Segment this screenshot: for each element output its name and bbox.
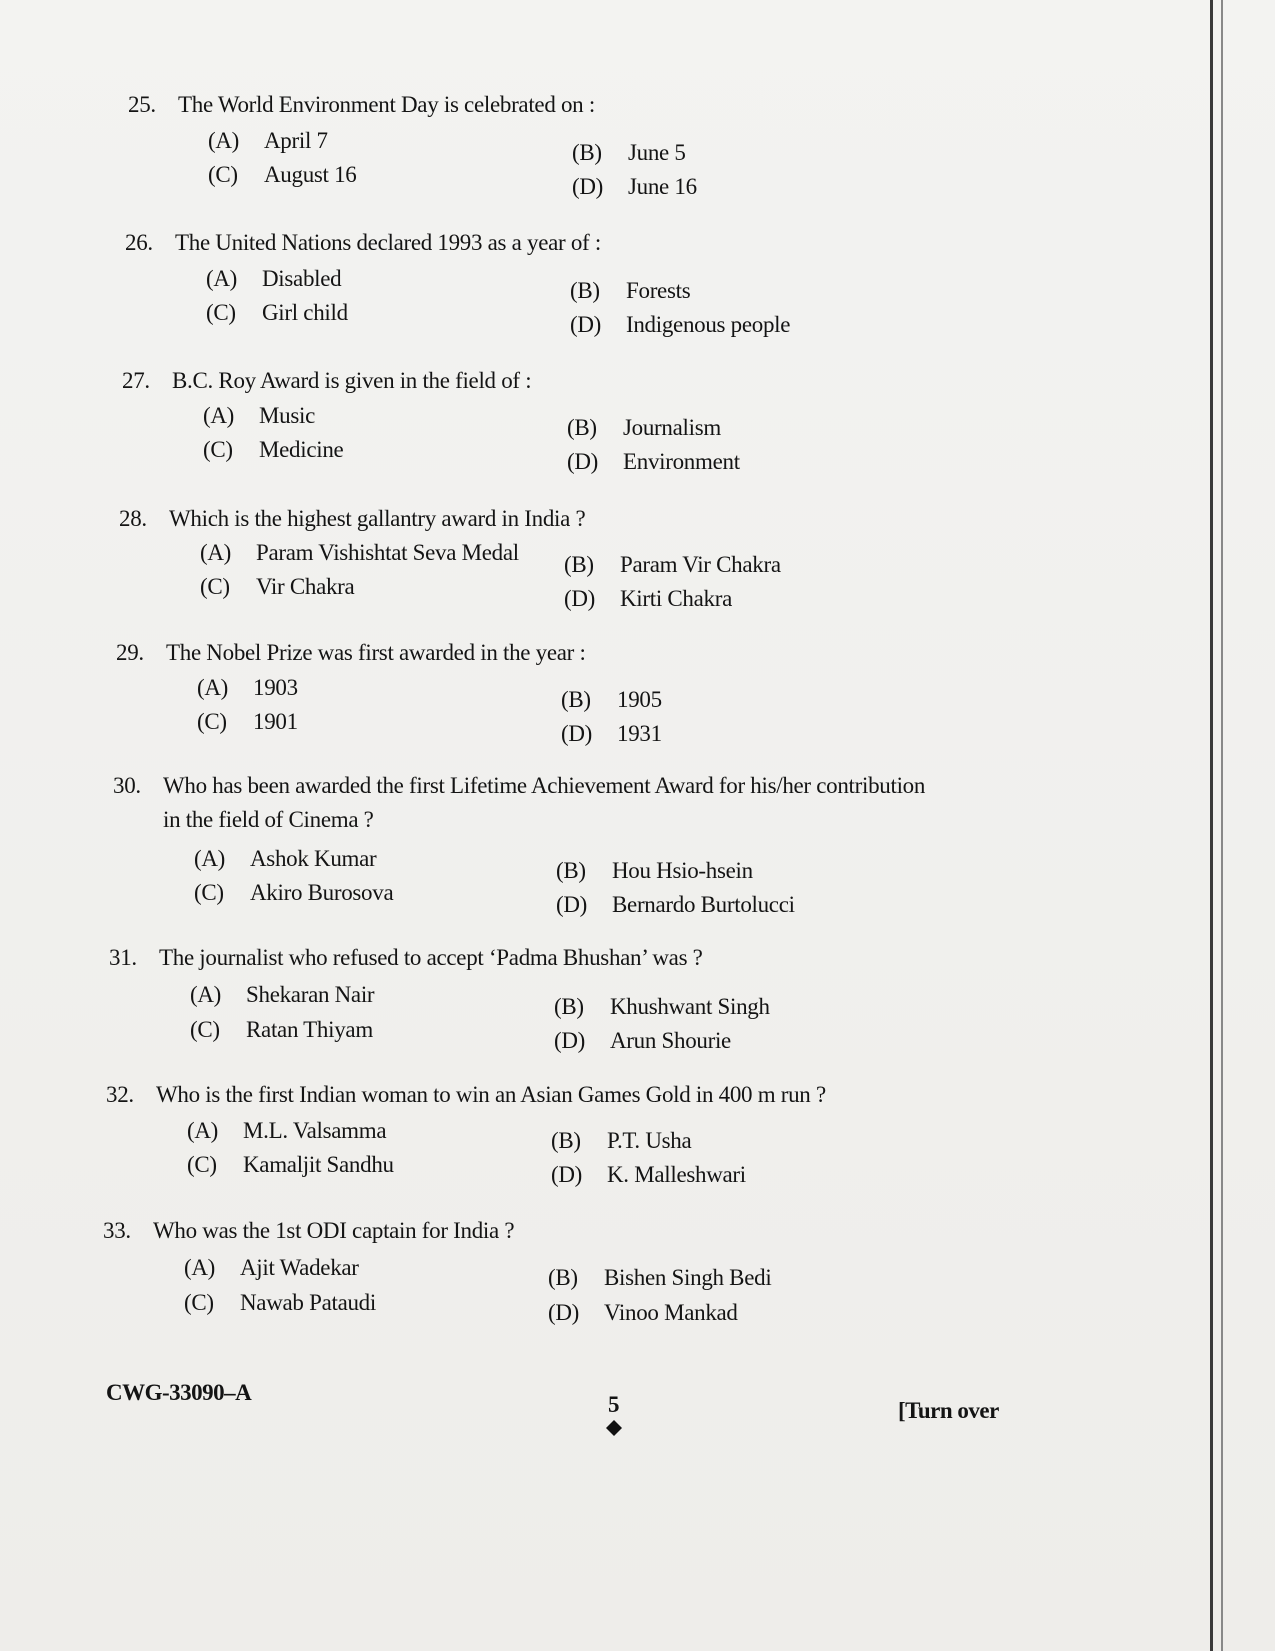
option-text: 1905 bbox=[617, 687, 662, 712]
question-26 bbox=[125, 230, 601, 256]
question-number: 25. bbox=[128, 92, 156, 117]
option-a bbox=[208, 128, 328, 154]
option-b bbox=[556, 858, 753, 884]
question-number: 32. bbox=[106, 1082, 134, 1107]
option-text: Ajit Wadekar bbox=[240, 1255, 359, 1280]
option-b bbox=[561, 687, 662, 713]
question-number: 33. bbox=[103, 1218, 131, 1243]
option-b bbox=[570, 278, 690, 304]
option-text: Medicine bbox=[259, 437, 344, 462]
question-27 bbox=[122, 368, 531, 394]
option-b bbox=[567, 415, 721, 441]
page-edge-line bbox=[1221, 0, 1223, 1651]
option-a bbox=[200, 540, 519, 566]
option-label: (B) bbox=[556, 858, 586, 883]
option-label: (B) bbox=[561, 687, 591, 712]
option-text: Journalism bbox=[623, 415, 721, 440]
option-a bbox=[197, 675, 298, 701]
option-a bbox=[184, 1255, 359, 1281]
question-32 bbox=[106, 1082, 826, 1108]
option-text: Forests bbox=[626, 278, 691, 303]
option-label: (C) bbox=[194, 880, 224, 905]
option-a bbox=[203, 403, 315, 429]
option-text: Khushwant Singh bbox=[610, 994, 770, 1019]
option-label: (C) bbox=[190, 1017, 220, 1042]
option-text: Param Vishishtat Seva Medal bbox=[256, 540, 519, 565]
option-b bbox=[548, 1265, 771, 1291]
option-label: (B) bbox=[567, 415, 597, 440]
question-33 bbox=[103, 1218, 514, 1244]
option-text: 1901 bbox=[253, 709, 298, 734]
option-b bbox=[564, 552, 781, 578]
option-c bbox=[197, 709, 298, 735]
option-c bbox=[206, 300, 348, 326]
option-label: (C) bbox=[184, 1290, 214, 1315]
option-label: (D) bbox=[556, 892, 588, 917]
option-text: Vinoo Mankad bbox=[604, 1300, 738, 1325]
question-number: 31. bbox=[109, 945, 137, 970]
question-text: Which is the highest gallantry award in India ? bbox=[169, 506, 586, 531]
question-number: 29. bbox=[116, 640, 144, 665]
option-text: Kamaljit Sandhu bbox=[243, 1152, 394, 1177]
option-label: (C) bbox=[200, 574, 230, 599]
option-label: (C) bbox=[206, 300, 236, 325]
option-text: 1931 bbox=[617, 721, 662, 746]
option-d bbox=[548, 1300, 738, 1326]
option-text: Bishen Singh Bedi bbox=[604, 1265, 772, 1290]
option-d bbox=[572, 174, 697, 200]
option-d bbox=[561, 721, 662, 747]
option-label: (D) bbox=[564, 586, 596, 611]
option-d bbox=[564, 586, 732, 612]
option-label: (B) bbox=[572, 140, 602, 165]
option-text: Indigenous people bbox=[626, 312, 791, 337]
option-d bbox=[556, 892, 795, 918]
option-label: (C) bbox=[208, 162, 238, 187]
option-label: (A) bbox=[190, 982, 222, 1007]
option-c bbox=[187, 1152, 394, 1178]
option-text: Param Vir Chakra bbox=[620, 552, 781, 577]
page-edge-shadow bbox=[1210, 0, 1213, 1651]
option-text: Arun Shourie bbox=[610, 1028, 731, 1053]
option-d bbox=[551, 1162, 746, 1188]
question-29 bbox=[116, 640, 586, 666]
option-a bbox=[190, 982, 374, 1008]
option-text: Ratan Thiyam bbox=[246, 1017, 373, 1042]
question-text: Who has been awarded the first Lifetime Achievement Award for his/her contribution bbox=[163, 773, 926, 798]
option-label: (B) bbox=[564, 552, 594, 577]
diamond-icon bbox=[606, 1420, 622, 1436]
option-label: (A) bbox=[184, 1255, 216, 1280]
option-label: (D) bbox=[572, 174, 604, 199]
question-25 bbox=[128, 92, 595, 118]
question-text: B.C. Roy Award is given in the field of : bbox=[172, 368, 532, 393]
question-text: The journalist who refused to accept ‘Padma Bhushan’ was ? bbox=[159, 945, 703, 970]
option-c bbox=[184, 1290, 376, 1316]
paper-code: CWG-33090–A bbox=[106, 1380, 252, 1405]
option-text: April 7 bbox=[264, 128, 328, 153]
option-text: Disabled bbox=[262, 266, 342, 291]
option-text: Music bbox=[259, 403, 316, 428]
option-label: (D) bbox=[548, 1300, 580, 1325]
question-number: 30. bbox=[113, 773, 141, 798]
option-c bbox=[203, 437, 343, 463]
option-label: (C) bbox=[197, 709, 227, 734]
option-label: (D) bbox=[567, 449, 599, 474]
page-number: 5 bbox=[608, 1392, 620, 1417]
question-text: The World Environment Day is celebrated on : bbox=[178, 92, 595, 117]
option-text: M.L. Valsamma bbox=[243, 1118, 387, 1143]
option-a bbox=[194, 846, 376, 872]
option-c bbox=[208, 162, 357, 188]
turn-over-label: [Turn over bbox=[898, 1398, 999, 1423]
question-number: 28. bbox=[119, 506, 147, 531]
option-d bbox=[554, 1028, 731, 1054]
option-label: (D) bbox=[554, 1028, 586, 1053]
option-label: (A) bbox=[206, 266, 238, 291]
option-label: (B) bbox=[570, 278, 600, 303]
option-label: (A) bbox=[187, 1118, 219, 1143]
option-d bbox=[567, 449, 740, 475]
option-text: Shekaran Nair bbox=[246, 982, 375, 1007]
option-label: (A) bbox=[200, 540, 232, 565]
option-label: (C) bbox=[203, 437, 233, 462]
option-text: Environment bbox=[623, 449, 740, 474]
option-label: (A) bbox=[194, 846, 226, 871]
option-label: (B) bbox=[548, 1265, 578, 1290]
option-text: Girl child bbox=[262, 300, 348, 325]
question-text-continued: in the field of Cinema ? bbox=[163, 807, 374, 832]
option-label: (D) bbox=[561, 721, 593, 746]
option-text: Nawab Pataudi bbox=[240, 1290, 376, 1315]
option-text: Ashok Kumar bbox=[250, 846, 377, 871]
option-c bbox=[190, 1017, 373, 1043]
option-text: P.T. Usha bbox=[607, 1128, 692, 1153]
question-31 bbox=[109, 945, 703, 971]
option-text: Hou Hsio-hsein bbox=[612, 858, 753, 883]
question-text: Who was the 1st ODI captain for India ? bbox=[153, 1218, 515, 1243]
option-c bbox=[200, 574, 354, 600]
option-b bbox=[554, 994, 770, 1020]
question-28 bbox=[119, 506, 585, 532]
option-text: June 16 bbox=[628, 174, 697, 199]
question-text: The Nobel Prize was first awarded in the year : bbox=[166, 640, 586, 665]
option-label: (D) bbox=[570, 312, 602, 337]
question-text: The United Nations declared 1993 as a year of : bbox=[175, 230, 601, 255]
option-a bbox=[187, 1118, 386, 1144]
option-b bbox=[572, 140, 686, 166]
option-text: Bernardo Burtolucci bbox=[612, 892, 795, 917]
question-30 bbox=[113, 773, 925, 833]
option-label: (A) bbox=[197, 675, 229, 700]
question-number: 27. bbox=[122, 368, 150, 393]
option-text: 1903 bbox=[253, 675, 298, 700]
option-label: (B) bbox=[554, 994, 584, 1019]
option-d bbox=[570, 312, 790, 338]
question-text: Who is the first Indian woman to win an Asian Games Gold in 400 m run ? bbox=[156, 1082, 826, 1107]
option-label: (B) bbox=[551, 1128, 581, 1153]
question-number: 26. bbox=[125, 230, 153, 255]
option-a bbox=[206, 266, 341, 292]
option-text: June 5 bbox=[628, 140, 686, 165]
option-label: (C) bbox=[187, 1152, 217, 1177]
option-c bbox=[194, 880, 393, 906]
option-text: Vir Chakra bbox=[256, 574, 355, 599]
option-text: K. Malleshwari bbox=[607, 1162, 746, 1187]
option-text: Akiro Burosova bbox=[250, 880, 394, 905]
option-text: August 16 bbox=[264, 162, 357, 187]
option-label: (A) bbox=[203, 403, 235, 428]
option-label: (A) bbox=[208, 128, 240, 153]
option-label: (D) bbox=[551, 1162, 583, 1187]
option-text: Kirti Chakra bbox=[620, 586, 733, 611]
option-b bbox=[551, 1128, 691, 1154]
